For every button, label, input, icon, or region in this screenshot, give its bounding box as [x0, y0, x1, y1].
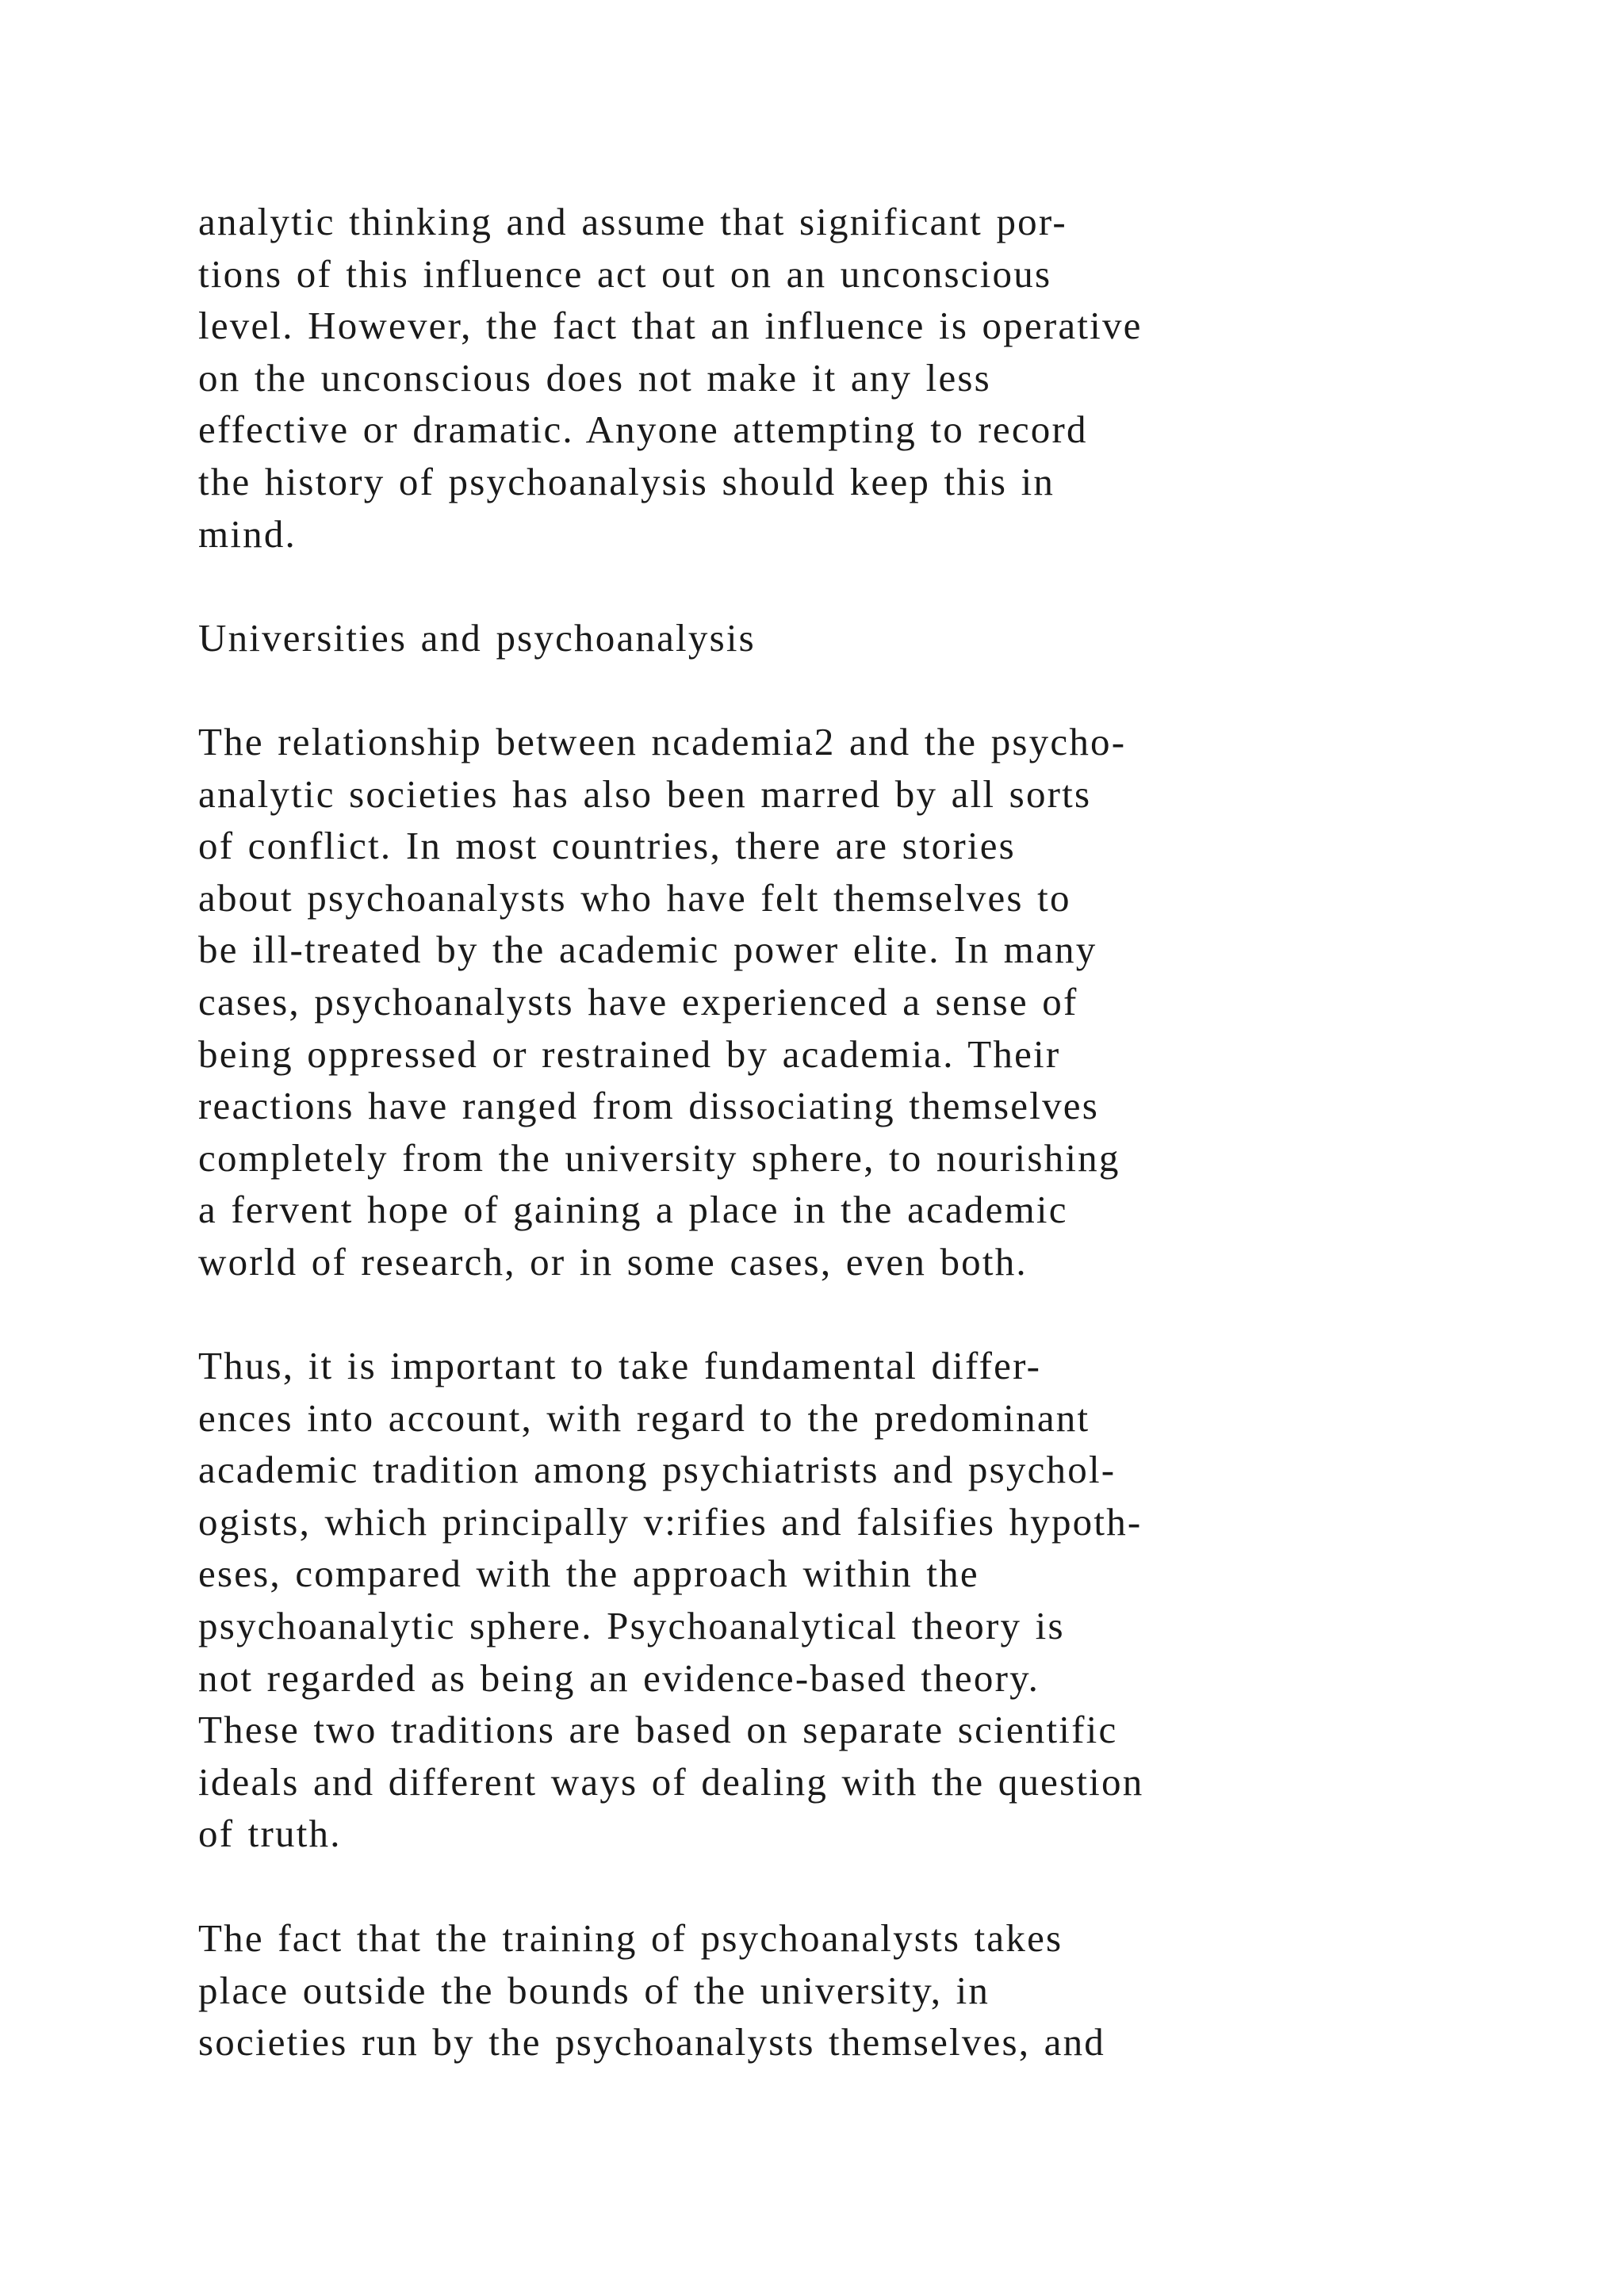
- paragraph: [198, 196, 1546, 560]
- text-line: tions of this influence act out on an unconscious: [198, 251, 1052, 296]
- text-line: be ill-treated by the academic power elite. In many: [198, 928, 1097, 972]
- paragraph: [198, 716, 1546, 1288]
- text-line: analytic societies has also been marred by all sorts: [198, 771, 1092, 816]
- text-line: Thus, it is important to take fundamental differ-: [198, 1344, 1042, 1387]
- text-line: eses, compared with the approach within the: [198, 1552, 979, 1596]
- text-line: effective or dramatic. Anyone attempting to record: [198, 408, 1088, 452]
- section-heading: [198, 612, 1546, 664]
- text-line: ideals and different ways of dealing with the question: [198, 1759, 1144, 1804]
- text-line: reactions have ranged from dissociating themselves: [198, 1084, 1099, 1128]
- text-line: The relationship between ncademia2 and the psycho-: [198, 720, 1127, 763]
- text-line: level. However, the fact that an influence is operative: [198, 304, 1143, 348]
- text-line: a fervent hope of gaining a place in the academic: [198, 1188, 1068, 1232]
- text-line: being oppressed or restrained by academia. Their: [198, 1031, 1061, 1076]
- paragraph: [198, 1912, 1546, 2068]
- text-line: These two traditions are based on separate scientific: [198, 1708, 1118, 1752]
- text-line: The fact that the training of psychoanalysts takes: [198, 1916, 1063, 1960]
- text-line: world of research, or in some cases, even both.: [198, 1239, 1028, 1284]
- text-line: cases, psychoanalysts have experienced a sense of: [198, 979, 1078, 1024]
- section-heading-text: Universities and psychoanalysis: [198, 616, 756, 660]
- text-line: not regarded as being an evidence-based theory.: [198, 1655, 1040, 1700]
- text-line: on the unconscious does not make it any less: [198, 355, 991, 400]
- text-line: of conflict. In most countries, there are stories: [198, 824, 1016, 868]
- text-line: analytic thinking and assume that significant por-: [198, 200, 1067, 243]
- text-line: psychoanalytic sphere. Psychoanalytical theory is: [198, 1603, 1065, 1647]
- text-line: completely from the university sphere, to nourishing: [198, 1135, 1120, 1180]
- text-line: place outside the bounds of the university, in: [198, 1968, 990, 2012]
- text-line: mind.: [198, 511, 297, 556]
- text-line: about psychoanalysts who have felt themselves to: [198, 875, 1071, 920]
- text-line: academic tradition among psychiatrists and psychol-: [198, 1448, 1116, 1492]
- text-line: of truth.: [198, 1812, 342, 1856]
- text-line: ogists, which principally v:rifies and falsifies hypoth-: [198, 1499, 1143, 1544]
- paragraph: [198, 1340, 1546, 1860]
- text-line: societies run by the psychoanalysts themselves, and: [198, 2020, 1106, 2064]
- text-line: ences into account, with regard to the predominant: [198, 1395, 1090, 1440]
- text-line: the history of psychoanalysis should keep this in: [198, 459, 1055, 503]
